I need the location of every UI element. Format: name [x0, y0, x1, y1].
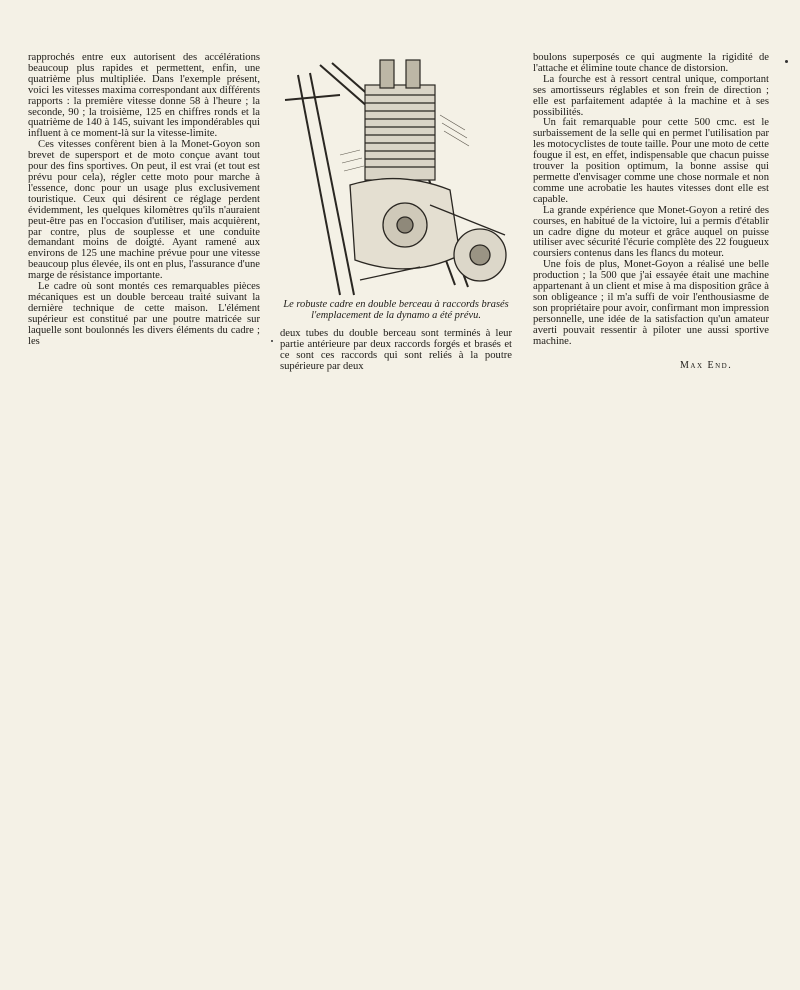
paragraph: boulons superposés ce qui augmente la rigidité de l'attache et élimine toute chance de distorsion. [533, 52, 769, 74]
figure-caption: Le robuste cadre en double berceau à raccords brasés l'emplacement de la dynamo a été prévu. [283, 299, 509, 321]
paragraph: La grande expérience que Monet-Goyon a retiré des courses, en habitué de la victoire, lui a permis d'établir un cadre digne du moteur et grâce auquel on puisse utiliser avec sécurité l'écurie complète des 22 fougueux coursiers contenus dans les flancs du moteur. [533, 204, 769, 260]
print-speck [271, 340, 273, 342]
text-column-left [28, 53, 260, 347]
paragraph: rapprochés entre eux autorisent des accélérations beaucoup plus rapides et permettent, enfin, une quatrième plus multipliée. Dans l'exemple présent, voici les vitesses maxima correspondant aux différents rapports : la première vitesse donne 58 à l'heure ; la seconde, 90 ; la troisième, 125 en chiffres ronds et la quatrième de 140 à 145, suivant les impondérables qui influent à ce moment-là sur la vitesse-limite. [28, 52, 260, 140]
paragraph: Le cadre où sont montés ces remarquables pièces mécaniques est un double berceau traité suivant la dernière technique de cette maison. L'élément supérieur est constitué par une poutre matricée sur laquelle sont boulonnés les divers éléments du cadre ; les [28, 281, 260, 347]
author-signature: Max End. [680, 360, 733, 371]
paragraph: La fourche est à ressort central unique, comportant ses amortisseurs réglables et son frein de direction ; elle est parfaitement adaptée à la machine et à ses possibilités. [533, 73, 769, 118]
print-speck [785, 60, 788, 63]
engine-frame-illustration [280, 55, 520, 297]
paragraph: deux tubes du double berceau sont terminés à leur partie antérieure par deux raccords forgés et brasés et ce sont ces raccords qui sont reliés à la poutre supérieure par deux [280, 328, 512, 372]
engine-frame-drawing [280, 55, 520, 297]
paragraph: Une fois de plus, Monet-Goyon a réalisé une belle production ; la 500 que j'ai essayée était une machine appartenant à un client et mise à ma disposition grâce à son obligeance ; il m'a suffi de voir l'enthousiasme de son propriétaire pour avoir, confirmant mon impression personnelle, une idée de la satisfaction qu'un amateur averti pouvait ressentir à piloter une aussi sportive machine. [533, 259, 769, 347]
text-column-right [533, 53, 769, 347]
paragraph: Un fait remarquable pour cette 500 cmc. est le surbaissement de la selle qui en permet l'utilisation par les motocyclistes de toute taille. Pour une moto de cette fougue il est, en effet, indispensable que chacun puisse trouver la position optimum, la bonne assise qui permette d'envisager comme une chose normale et non comme une acrobatie les hautes vitesses dont elle est capable. [533, 117, 769, 205]
text-column-middle [280, 329, 512, 373]
paragraph: Ces vitesses confèrent bien à la Monet-Goyon son brevet de supersport et de moto conçue avant tout pour des fins sportives. On peut, il est vrai (et tout est prévu pour cela), régler cette moto pour marche à l'essence, donc pour un usage plus exclusivement touristique. Ceux qui désirent ce réglage perdent évidemment, les quelques kilomètres qu'ils n'auraient peut-être pas en l'occasion d'utiliser, mais acquièrent, par contre, plus de souplesse et une conduite demandant moins de doigté. Ayant ramené aux environs de 125 une machine prévue pour une vitesse beaucoup plus élevée, ils ont en plus, l'assurance d'une marge de résistance importante. [28, 139, 260, 282]
